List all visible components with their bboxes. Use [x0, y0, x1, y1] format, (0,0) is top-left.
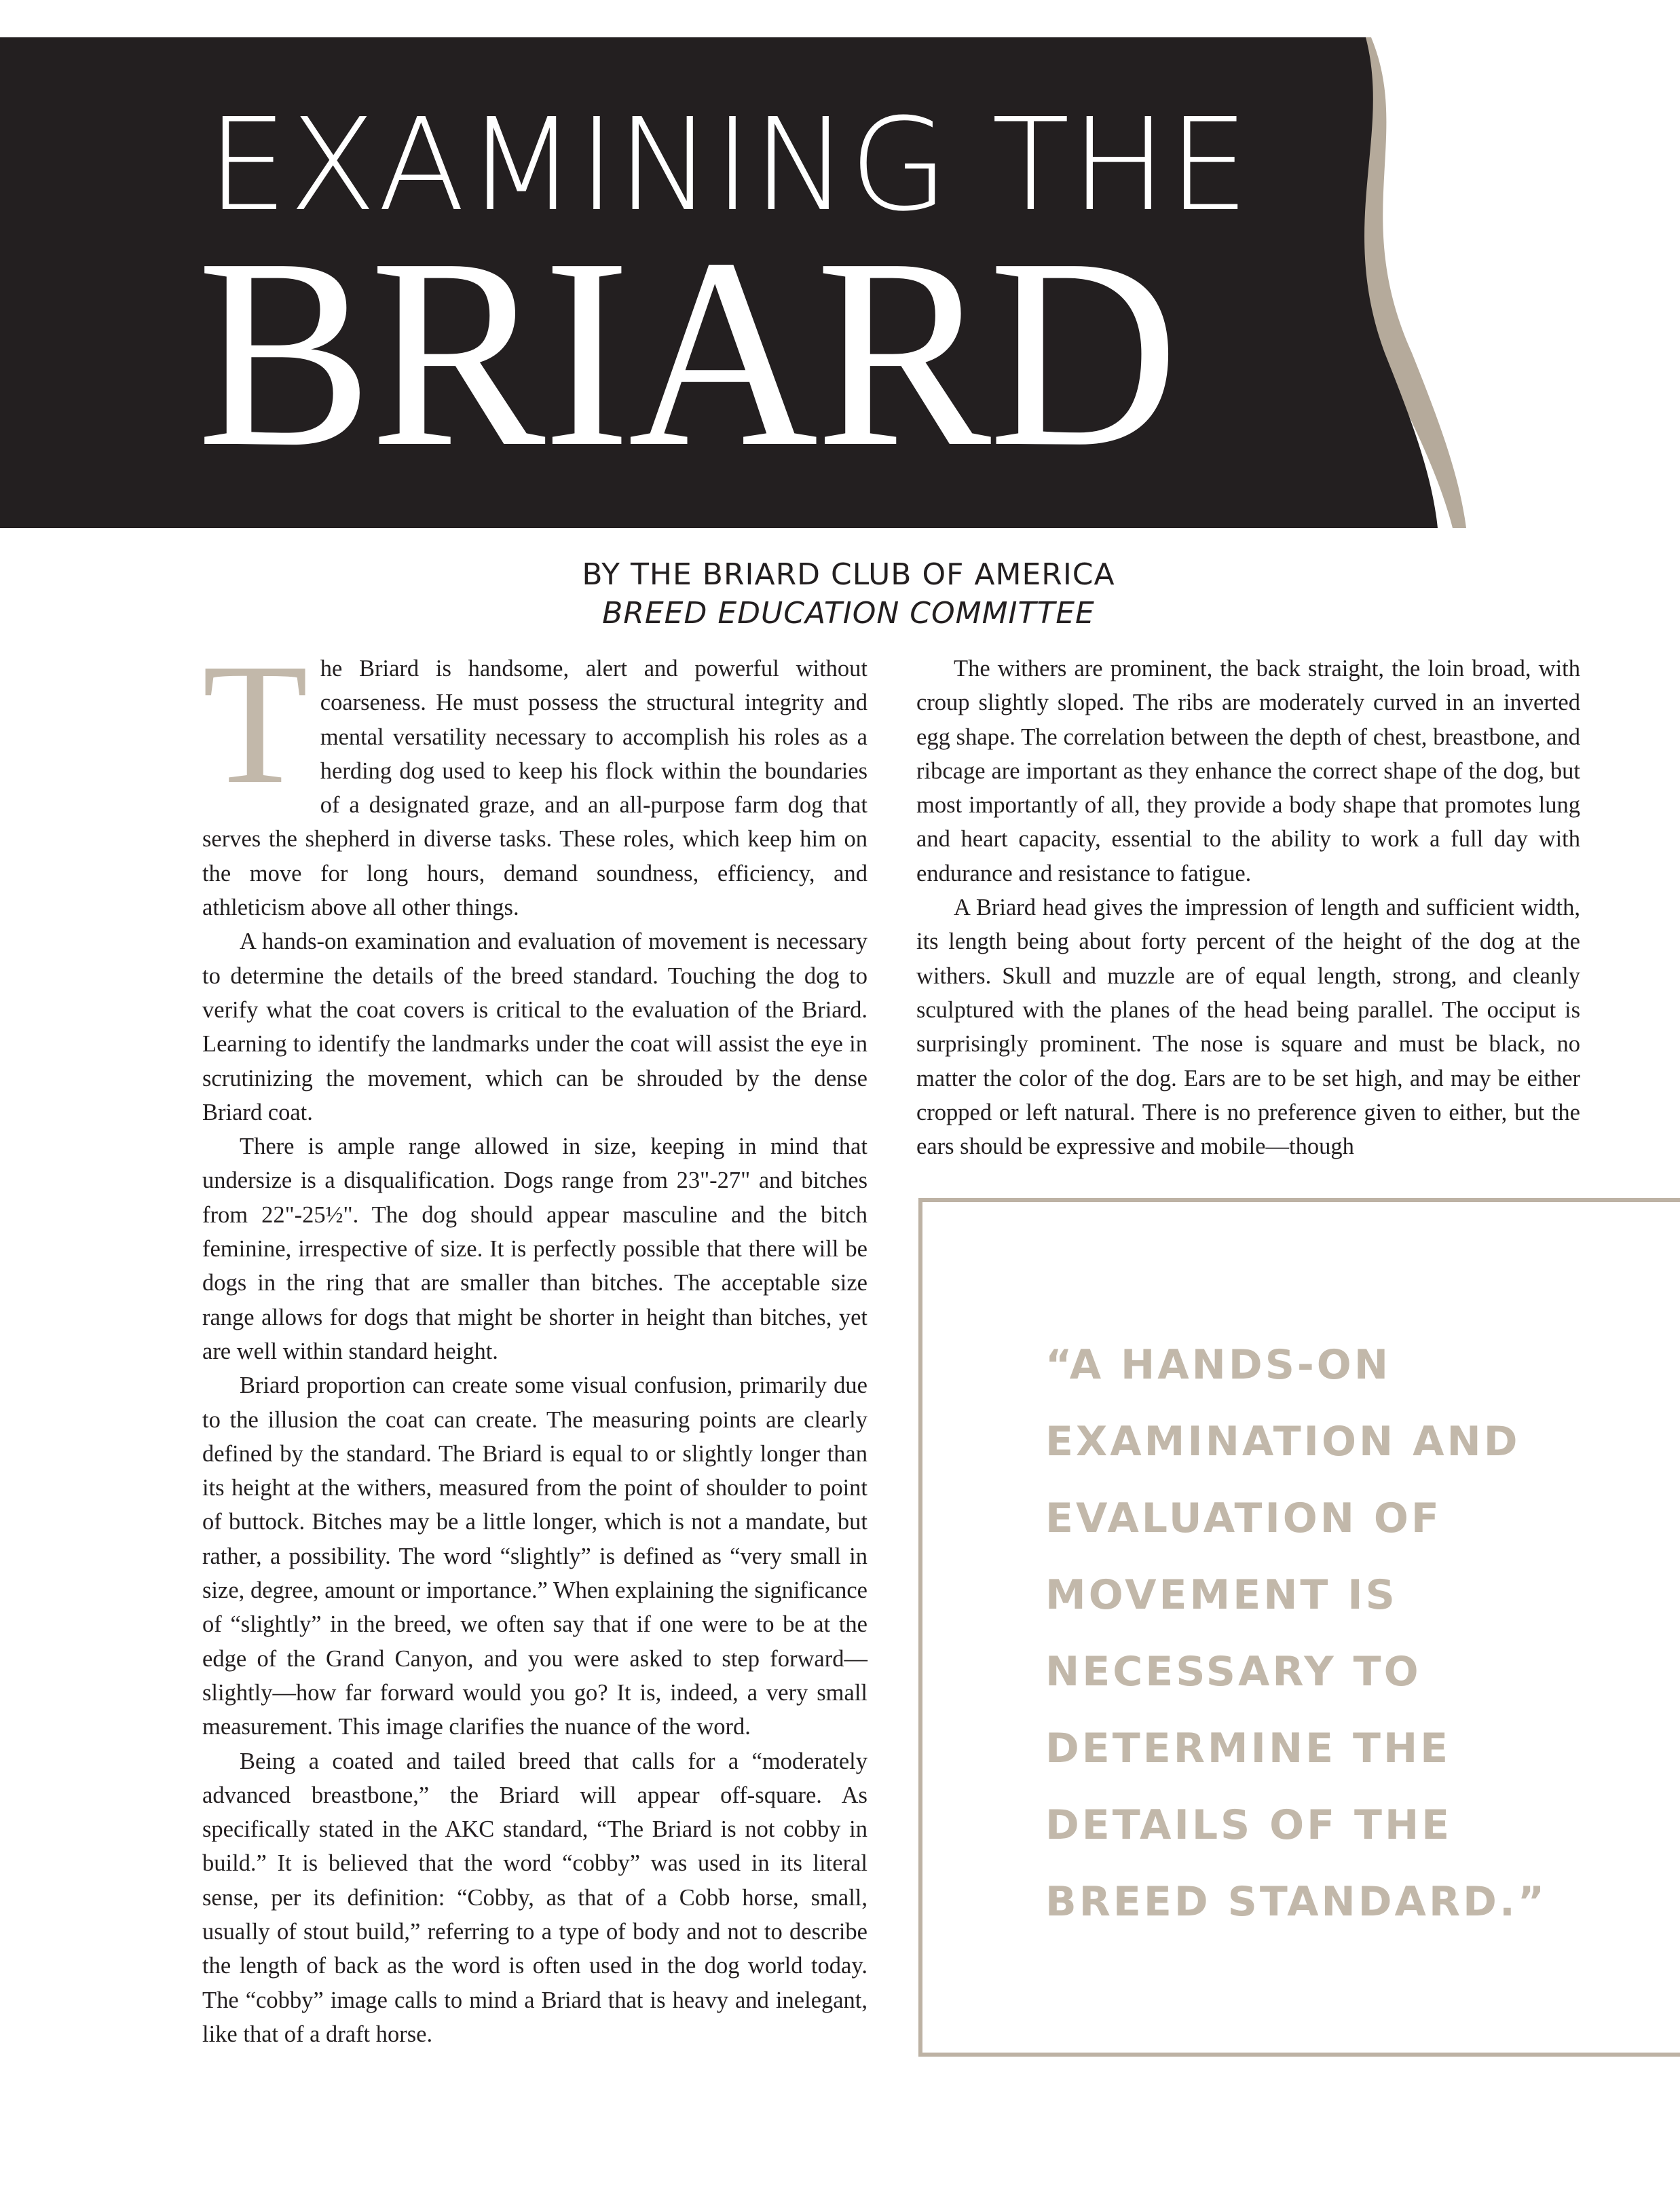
article-paragraph: A hands-on examination and evaluation of movement is necessary to determine the details of the breed standard. Touching the dog to verify what the coat covers is critical to the evaluation of the Briard. Learning to identify the landmarks under the coat will assist the eye in scrutinizing the movement, which can be shrouded by the dense Briard coat. — [202, 929, 867, 1125]
byline-author: BY THE BRIARD CLUB OF AMERICA — [582, 557, 1115, 592]
article-column-left — [202, 629, 867, 2047]
article-paragraph: Being a coated and tailed breed that calls for a “moderately advanced breastbone,” the Briard will appear off-square. As specifically stated in the AKC standard, “The Briard is not cobby in build.” It is believed that the word “cobby” was used in its literal sense, per its definition: “Cobby, as that of a Cobb horse, small, usually of stout build,” referring to a type of body and not to describe the length of back as the word is often used in the dog world today. The “cobby” image calls to mind a Briard that is heavy and inelegant, like that of a draft horse. — [202, 1748, 867, 2047]
title-kicker: EXAMINING THE — [207, 91, 1250, 240]
article-column-right — [916, 652, 1580, 1167]
header-banner — [0, 0, 1680, 543]
pullquote: “A HANDS-ON EXAMINATION AND EVALUATION OF MOVEMENT IS NECESSARY TO DETERMINE THE DETAILS OF THE BREED STANDARD.” — [1045, 1341, 1548, 1926]
article-paragraph — [202, 629, 867, 924]
paragraph-text: he Briard is handsome, alert and powerful without coarseness. He must possess the structural integrity and mental versatility necessary to accomplish his roles as a herding dog used to keep his flock within the boundaries of a designated graze, and an all-purpose farm dog that serves the shepherd in diverse tasks. These roles, which keep him on the move for long hours, demand soundness, efficiency, and athleticism above all other things. — [202, 656, 867, 921]
article-paragraph: The withers are prominent, the back straight, the loin broad, with croup slightly sloped. The ribs are moderately curved in an inverted egg shape. The correlation between the depth of chest, breastbone, and ribcage are important as they enhance the correct shape of the dog, but most importantly of all, they provide a body shape that promotes lung and heart capacity, essential to the ability to work a full day with endurance and resistance to fatigue. — [916, 656, 1580, 886]
dropcap: T — [202, 629, 308, 820]
byline-committee: BREED EDUCATION COMMITTEE — [602, 596, 1095, 631]
page-title: BRIARD — [197, 202, 1176, 503]
article-paragraph: A Briard head gives the impression of length and sufficient width, its length being about forty percent of the height of the dog at the withers. Skull and muzzle are of equal length, strong, and cleanly sculptured with the planes of the head being parallel. The occiput is surprisingly prominent. The nose is square and must be black, no matter the color of the dog. Ears are to be set high, and may be either cropped or left natural. There is no preference given to either, but the ears should be expressive and mobile—though — [916, 895, 1580, 1160]
article-paragraph: There is ample range allowed in size, keeping in mind that undersize is a disqualification. Dogs range from 23"-27" and bitches from 22"-25½". The dog should appear masculine and the bitch feminine, irrespective of size. It is perfectly possible that there will be dogs in the ring that are smaller than bitches. The acceptable size range allows for dogs that might be shorter in height than bitches, yet are well within standard height. — [202, 1134, 867, 1364]
article-paragraph: Briard proportion can create some visual confusion, primarily due to the illusion the coat can create. The measuring points are clearly defined by the standard. The Briard is equal to or slightly longer than its height at the withers, measured from the point of shoulder to point of buttock. Bitches may be a little longer, which is not a mandate, but rather, a possibility. The word “slightly” is defined as “very small in size, degree, amount or importance.” When explaining the significance of “slightly” in the breed, we often say that if one were to be at the edge of the Grand Canyon, and you were asked to step forward—slightly—how far forward would you go? It is, indeed, a very small measurement. This image clarifies the nuance of the word. — [202, 1372, 867, 1740]
